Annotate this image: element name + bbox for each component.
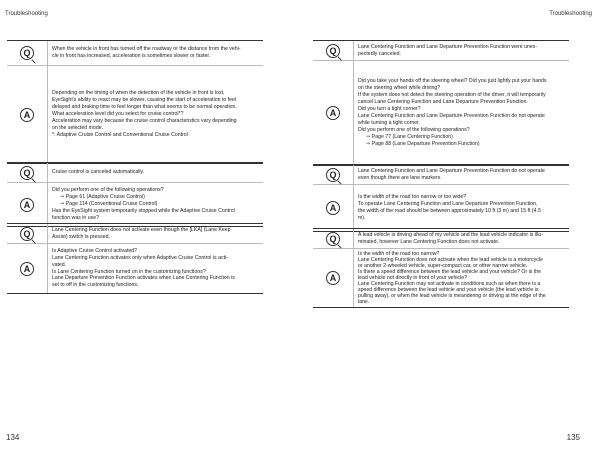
text-line: ⇒ Page 88 (Lane Departure Prevention Function) (366, 140, 480, 147)
text-line: Assist) switch is pressed. (52, 233, 110, 240)
question-text (353, 165, 569, 184)
answer-text (47, 66, 263, 163)
text-line: or another 2-wheeled vehicle, super-compact car, or other narrow vehicle. (358, 263, 528, 269)
text-line: the width of the road should be between approximately 10 ft (3 m) and 15 ft (4.5 (358, 208, 541, 214)
answer-row (313, 61, 569, 165)
qa-block (7, 162, 263, 227)
text-line: EyeSight's ability to react may be slower, causing the start of acceleration to feel (52, 97, 237, 104)
answer-row (7, 66, 263, 163)
answer-text (353, 249, 569, 307)
answer-row (7, 183, 263, 226)
text-line: even though there are lane markers. (358, 174, 442, 181)
answer-icon: A (20, 108, 34, 122)
question-icon: Q (326, 44, 340, 58)
question-row (7, 163, 263, 183)
text-line: vated. (52, 261, 67, 268)
icon-cell (313, 229, 353, 248)
icon-cell (7, 183, 47, 226)
text-line: Did you perform one of the following operations? (52, 187, 164, 194)
qa-block (7, 223, 263, 294)
answer-text (353, 61, 569, 165)
text-line: Cruise control is canceled automatically. (52, 169, 145, 176)
question-text (353, 229, 569, 248)
question-icon: Q (20, 166, 34, 180)
text-line: Depending on the timing of when the detection of the vehicle in front is lost, (52, 90, 225, 97)
page-header-right: Troubleshooting (549, 11, 592, 17)
text-line: When the vehicle in front has turned off the roadway or the distance from the vehi- (52, 46, 241, 53)
answer-icon: A (20, 262, 34, 276)
answer-row (7, 244, 263, 293)
text-line: Lane Centering Function activates only when Adaptive Cruise Control is acti- (52, 254, 228, 261)
icon-cell (7, 163, 47, 182)
answer-row (313, 185, 569, 231)
text-line: What acceleration level did you select for cruise control*? (52, 111, 184, 118)
question-row (7, 41, 263, 66)
text-line: Lane Centering Function does not activate when the lead vehicle is a motorcycle (358, 257, 543, 263)
qa-block (7, 40, 263, 164)
question-row (313, 165, 569, 185)
answer-icon: A (326, 106, 340, 120)
question-icon: Q (326, 168, 340, 182)
question-row (7, 224, 263, 244)
text-line: while turning a tight corner. (358, 119, 420, 126)
text-line: Is the width of the road too narrow or too wide? (358, 194, 467, 201)
text-line: Has the EyeSight system temporarily stopped while the Adaptive Cruise Control (52, 207, 235, 214)
text-line: Did you take your hands off the steering wheel? Did you just lightly put your hands (358, 78, 547, 85)
question-icon: Q (20, 46, 34, 60)
text-line: pectedly canceled. (358, 50, 401, 57)
text-line: on the selected mode. (52, 124, 104, 131)
text-line: A lead vehicle is driving ahead of my vehicle and the lead vehicle indicator is illu- (358, 231, 543, 238)
text-line: Lane Centering Function and Lane Departure Prevention Function do not operate (358, 113, 545, 119)
answer-text (47, 183, 263, 226)
answer-icon: A (326, 201, 340, 215)
icon-cell (313, 165, 353, 184)
icon-cell (313, 249, 353, 307)
text-line: To operate Lane Centering Function and Lane Departure Prevention Function, (358, 201, 538, 208)
page-number-left: 134 (6, 433, 20, 442)
text-line: set to off in the customizing functions. (52, 282, 139, 289)
text-line: cancel Lane Centering Function and Lane Departure Prevention Function. (358, 99, 528, 106)
text-line: pulling away), or when the lead vehicle is meandering or driving at the edge of the (358, 293, 546, 299)
text-line: Is Adaptive Cruise Control activated? (52, 247, 138, 254)
qa-block (313, 228, 569, 308)
text-line: Lane Centering Function does not activate even though the [LKA] (Lane Keep (52, 226, 231, 233)
icon-cell (313, 185, 353, 231)
text-line: Acceleration may vary because the cruise control characteristics vary depending (52, 117, 237, 124)
icon-cell (313, 61, 353, 165)
text-line: ⇒ Page 61 (Adaptive Cruise Control) (60, 194, 145, 201)
answer-icon: A (20, 198, 34, 212)
qa-block (313, 40, 569, 166)
text-line: lead vehicle not directly in front of your vehicle? (358, 275, 467, 281)
question-text (353, 41, 569, 60)
question-text (47, 224, 263, 243)
text-line: minated, however Lane Centering Function does not activate. (358, 238, 500, 245)
text-line: Lane Centering Function and Lane Departure Prevention Function do not operate (358, 167, 545, 174)
text-line: Is Lane Centering Function turned on in the customizing functions? (52, 268, 206, 275)
question-icon: Q (326, 232, 340, 246)
text-line: delayed and braking time to feel longer than what seems to be normal operation. (52, 104, 237, 111)
icon-cell (7, 244, 47, 293)
page-number-right: 135 (566, 433, 580, 442)
text-line: Is the width of the road too narrow? (358, 251, 440, 257)
answer-icon: A (326, 271, 340, 285)
text-line: ⇒ Page 114 (Conventional Cruise Control) (60, 201, 158, 208)
text-line: ⇒ Page 77 (Lane Centering Function) (366, 133, 453, 140)
text-line: *: Adaptive Cruise Control and Conventional Cruise Control (52, 131, 188, 138)
answer-text (353, 185, 569, 231)
question-icon: Q (20, 227, 34, 241)
text-line: speed difference between the lead vehicle and your vehicle (the lead vehicle is (358, 287, 539, 293)
icon-cell (313, 41, 353, 60)
text-line: Lane Departure Prevention Function activates when Lane Centering Function is (52, 275, 235, 282)
answer-text (47, 244, 263, 293)
answer-row (313, 249, 569, 307)
text-line: Lane Centering Function and Lane Departure Prevention Function were unex- (358, 43, 538, 50)
text-line: If the system does not detect the steering operation of the driver, it will temporarily (358, 92, 546, 99)
page-header-left: Troubleshooting (5, 11, 48, 17)
question-row (313, 41, 569, 61)
question-text (47, 41, 263, 65)
text-line: function was in use? (52, 214, 100, 221)
text-line: cle in front has increased, acceleration is sometimes slower or faster. (52, 53, 211, 59)
text-line: Is there a speed difference between the lead vehicle and your vehicle? Or is the (358, 269, 542, 275)
text-line: m). (358, 214, 366, 221)
question-row (313, 229, 569, 249)
icon-cell (7, 41, 47, 65)
icon-cell (7, 224, 47, 243)
qa-block (313, 164, 569, 232)
text-line: Lane Centering Function may not activate in conditions such as when there is a (358, 281, 541, 287)
question-text (47, 163, 263, 182)
text-line: Did you turn a tight corner? (358, 106, 421, 113)
text-line: lane. (358, 299, 370, 305)
icon-cell (7, 66, 47, 163)
text-line: Did you perform one of the following operations? (358, 126, 470, 133)
text-line: on the steering wheel while driving? (358, 85, 441, 92)
